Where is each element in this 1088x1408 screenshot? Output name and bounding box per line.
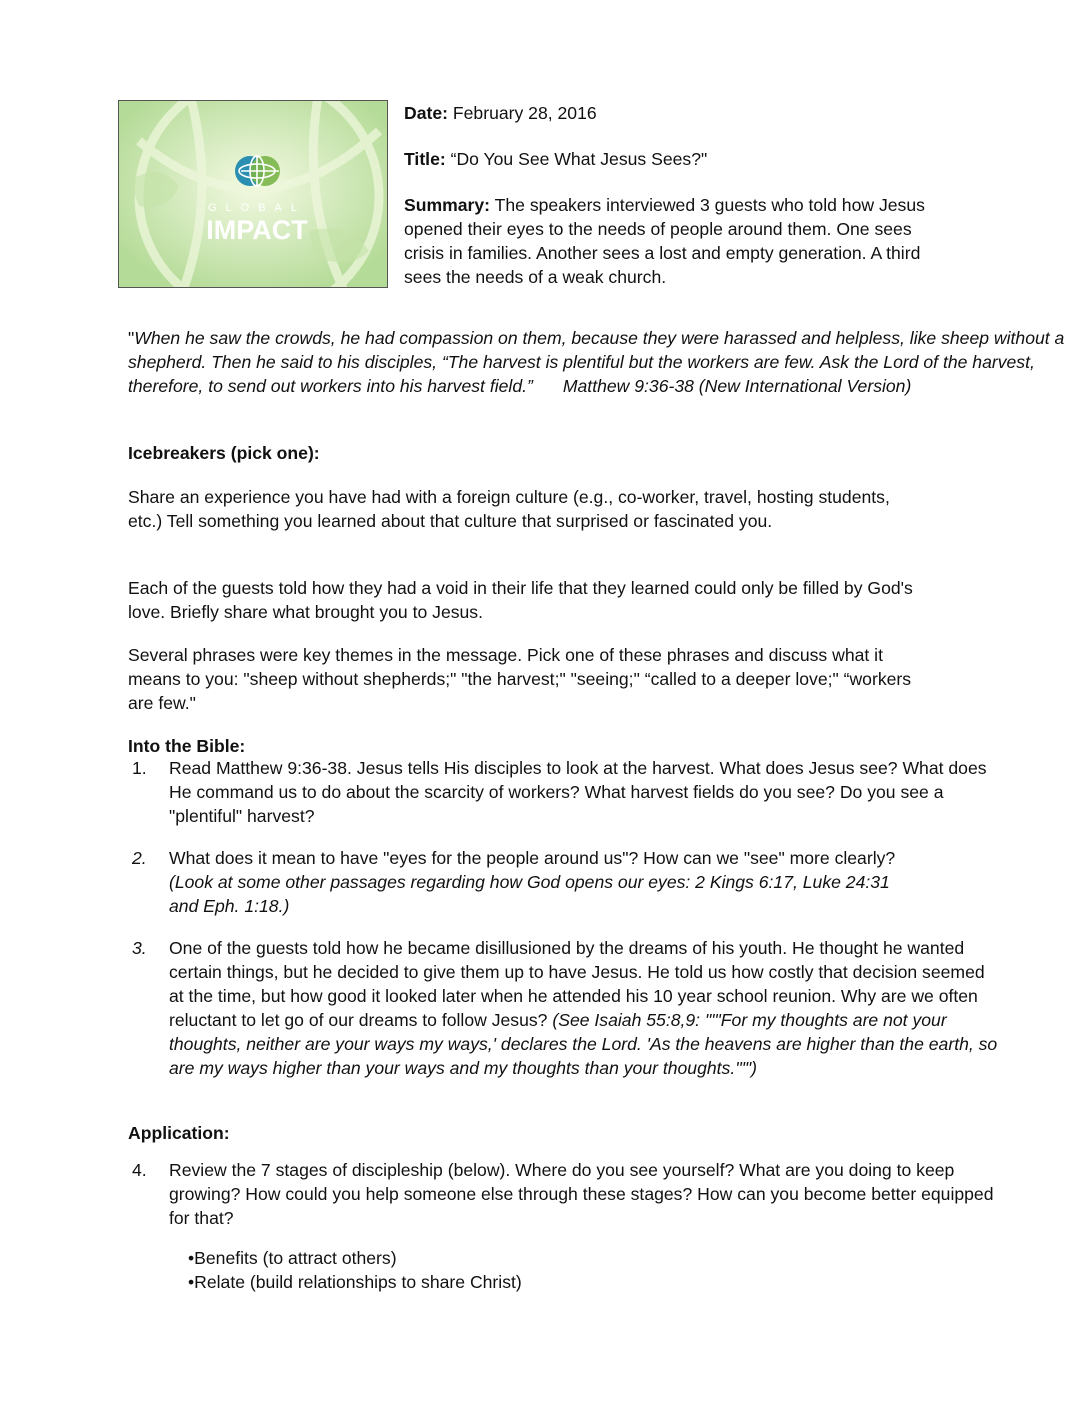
title-value: “Do You See What Jesus Sees?" [450, 149, 708, 169]
globe-graphic [119, 101, 388, 288]
application-heading: Application: [128, 1123, 230, 1143]
verse-reference: Matthew 9:36-38 (New International Version) [562, 376, 912, 396]
logo-line1: GLOBAL [207, 202, 307, 214]
item-number: 2. [132, 848, 147, 868]
bible-item-3 [128, 936, 1008, 1080]
date-line [404, 101, 1064, 125]
item-italic-note: (See Isaiah 55:8,9: "'"For my thoughts are not your thoughts, neither are your ways my ways,' declares the Lord. 'As the heavens are higher than the earth, so are my ways higher than your ways and my thoughts than your thoughts.'"") [169, 1010, 998, 1078]
item-text: One of the guests told how he became disillusioned by the dreams of his youth. He thought he wanted certain things, but he decided to give them up to have Jesus. He told us how costly that decision seemed at the time, but how good it looked later when he attended his 10 year school reunion. Why are we often reluctant to let go of our dreams to follow Jesus? [169, 938, 985, 1030]
summary-paragraph [404, 193, 944, 289]
icebreakers-heading: Icebreakers (pick one): [128, 443, 320, 463]
item-number: 1. [132, 758, 147, 778]
list-item: •Benefits (to attract others) [188, 1248, 397, 1268]
title-label: Title: [404, 149, 446, 169]
sermon-header [404, 101, 1064, 289]
logo-line2: IMPACT [206, 215, 308, 245]
icebreaker-paragraph-1: Share an experience you have had with a foreign culture (e.g., co-worker, travel, hosting students, etc.) Tell something you learned about that culture that surprised or fascinated you. [128, 487, 890, 531]
verse-open-quote: " [128, 328, 135, 348]
bible-item-1 [128, 756, 1008, 828]
bible-item-2 [128, 846, 1008, 918]
application-item-4 [128, 1158, 1008, 1230]
list-item: •Relate (build relationships to share Christ) [188, 1272, 522, 1292]
item-text: What does it mean to have "eyes for the people around us"? How can we "see" more clearly? [169, 848, 896, 868]
bible-heading: Into the Bible: [128, 736, 246, 756]
item-text: Review the 7 stages of discipleship (below). Where do you see yourself? What are you doing to keep growing? How could you help someone else through these stages? How can you become better equipped for that? [169, 1160, 994, 1228]
item-number: 3. [132, 938, 147, 958]
discipleship-stage-list [188, 1246, 788, 1294]
icebreaker-paragraph-2: Each of the guests told how they had a void in their life that they learned could only be filled by God's love. Briefly share what brought you to Jesus. [128, 578, 913, 622]
scripture-quote [128, 326, 1086, 398]
global-impact-logo [118, 100, 388, 288]
summary-text: The speakers interviewed 3 guests who told how Jesus opened their eyes to the needs of people around them. One sees crisis in families. Another sees a lost and empty generation. A third sees the needs of a weak church. [404, 195, 925, 287]
title-line [404, 147, 1064, 171]
summary-label: Summary: [404, 195, 491, 215]
date-label: Date: [404, 103, 448, 123]
icebreaker-paragraph-3: Several phrases were key themes in the message. Pick one of these phrases and discuss what it means to you: "sheep without shepherds;" "the harvest;" "seeing;" “called to a deeper love;" “workers are few." [128, 645, 912, 713]
item-italic-note: (Look at some other passages regarding how God opens our eyes: 2 Kings 6:17, Luke 24:31 and Eph. 1:18.) [169, 872, 890, 916]
item-text: Read Matthew 9:36-38. Jesus tells His disciples to look at the harvest. What does Jesus see? What does He command us to do about the scarcity of workers? What harvest fields do you see? Do you see a "plentiful" harvest? [169, 758, 987, 826]
date-value: February 28, 2016 [452, 103, 597, 123]
item-number: 4. [132, 1160, 147, 1180]
verse-text: When he saw the crowds, he had compassion on them, because they were harassed and helpless, like sheep without a shepherd. Then he said to his disciples, “The harvest is plentiful but the workers are few. Ask the Lord of the harvest, therefore, to send out workers into his harvest field.” [128, 328, 1065, 396]
